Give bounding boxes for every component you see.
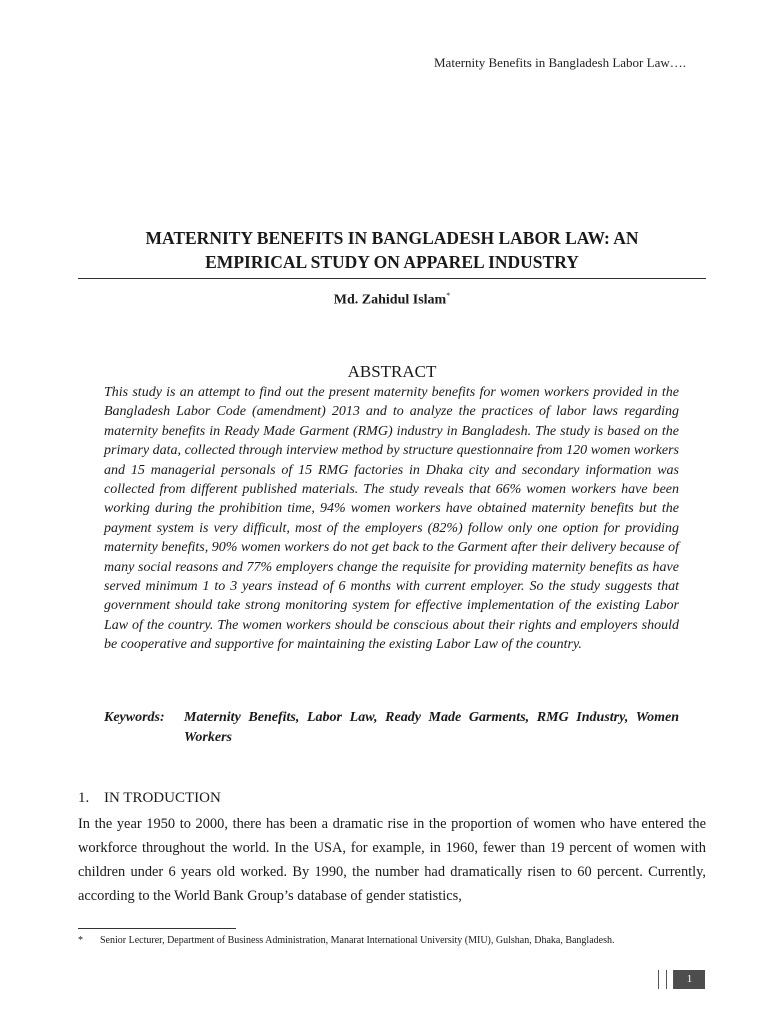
paper-title-line-2: EMPIRICAL STUDY ON APPAREL INDUSTRY [205, 252, 579, 272]
running-header: Maternity Benefits in Bangladesh Labor Law…. [434, 55, 686, 70]
keywords-label: Keywords: [104, 710, 165, 725]
page-number: 1 [674, 970, 705, 989]
page-decoration-bars [658, 970, 674, 989]
paper-title [78, 226, 706, 274]
paper-title-line-1: MATERNITY BENEFITS IN BANGLADESH LABOR LAW: AN [145, 228, 639, 248]
keywords [104, 708, 679, 748]
footnote-text: Senior Lecturer, Department of Business Administration, Manarat International University (MIU), Gulshan, Dhaka, Bangladesh. [100, 935, 615, 946]
abstract-text: This study is an attempt to find out the present maternity benefits for women workers provided in the Bangladesh Labor Code (amendment) 2013 and to analyze the practices of labor laws regarding maternity benefits in Ready Made Garment (RMG) industry in Bangladesh. The study is based on the primary data, collected through interview method by structure questionnaire from 120 women workers and 15 managerial personals of 15 RMG factories in Dhaka city and secondary information was collected from different published materials. The study reveals that 66% women workers have been working during the prohibition time, 94% women workers have obtained maternity benefits but the payment system is very difficult, most of the employers (82%) follow only one option for providing maternity benefits, 90% women workers do not get back to the Garment after their delivery because of many social reasons and 77% employers change the requisite for providing maternity benefits as have served minimum 1 to 3 years instead of 6 months with current employer. So the study suggests that government should take strong monitoring system for effective implementation of the existing Labor Law of the country. The women workers should be conscious about their rights and employers should be cooperative and supportive for maintaining the existing Labor Law of the country. [104, 385, 679, 653]
decoration-bar [666, 970, 667, 989]
author-name: Md. Zahidul Islam [333, 292, 447, 308]
author-footnote-mark: * [446, 291, 451, 300]
title-divider [78, 278, 706, 279]
footnote-mark: * [78, 935, 83, 946]
decoration-bar [658, 970, 659, 989]
keywords-list: Maternity Benefits, Labor Law, Ready Made Garments, RMG Industry, Women Workers [184, 710, 679, 745]
section-number: 1. [78, 790, 90, 806]
introduction-text: In the year 1950 to 2000, there has been a dramatic rise in the proportion of women who have entered the workforce throughout the world. In the USA, for example, in 1960, fewer than 19 percent of women with children under 6 years old worked. By 1990, the number had dramatically risen to 60 percent. Currently, according to the World Bank Group’s database of gender statistics, [78, 816, 706, 904]
abstract-heading: ABSTRACT [347, 362, 437, 381]
author-line [78, 291, 706, 309]
section-heading-introduction [78, 790, 221, 807]
footnote-divider [78, 928, 236, 929]
footnote [78, 935, 706, 946]
section-title: IN TRODUCTION [104, 790, 221, 806]
